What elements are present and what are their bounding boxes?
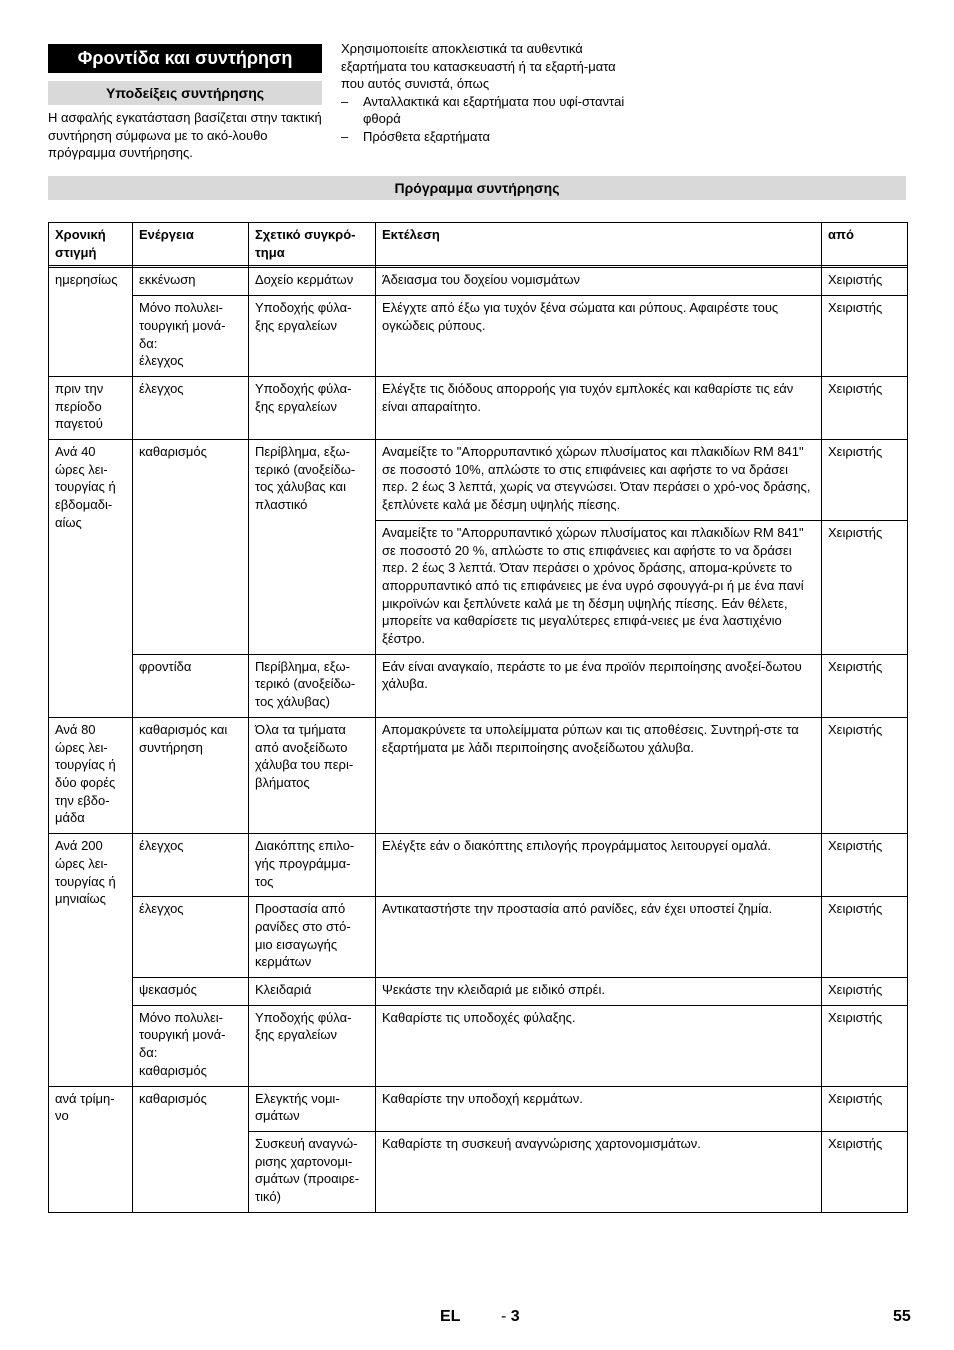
column-header-execution: Εκτέλεση bbox=[376, 223, 822, 266]
parts-note bbox=[341, 40, 631, 146]
cell-component: Υποδοχής φύλα- ξης εργαλείων bbox=[249, 376, 376, 439]
cell-execution: Ελέγξτε τις διόδους απορροής για τυχόν εμπλοκές και καθαρίστε τις εάν είναι απαραίτητο. bbox=[376, 376, 822, 439]
cell-by: Χειριστής bbox=[822, 978, 908, 1006]
cell-component: Δοχείο κερμάτων bbox=[249, 268, 376, 296]
list-dash: – bbox=[341, 128, 349, 144]
cell-execution: Αναμείξτε το "Απορρυπαντικό χώρων πλυσίματος και πλακιδίων RM 841" σε ποσοστό 10%, απλώστε το στις επιφάνειες και αφήστε το να δράσει περ. 2 έως 3 λεπτά, χωρίς να στεγνώσει. Όταν περάσει ο χρό-νος δράσης, ξεπλύνετε καλά με δέσμη υψηλής πίεσης. bbox=[376, 440, 822, 521]
cell-action: φροντίδα bbox=[133, 654, 249, 717]
footer-language: EL bbox=[440, 1308, 461, 1325]
cell-by: Χειριστής bbox=[822, 717, 908, 833]
page-number: 55 bbox=[893, 1308, 911, 1325]
list-item bbox=[341, 93, 631, 128]
cell-execution: Απομακρύνετε τα υπολείμματα ρύπων και τις αποθέσεις. Συντηρή-στε τα εξαρτήματα με λάδι περιποίησης ανοξείδωτου χάλυβα. bbox=[376, 717, 822, 833]
parts-note-text: Χρησιμοποιείτε αποκλειστικά τα αυθεντικά εξαρτήματα του κατασκευαστή ή τα εξαρτή-ματα που αυτός συνιστά, όπως bbox=[341, 41, 616, 92]
footer-section-number bbox=[501, 1308, 520, 1326]
table-row bbox=[49, 440, 908, 521]
footer-section-prefix: - bbox=[501, 1308, 511, 1325]
cell-execution: Ψεκάστε την κλειδαριά με ειδικό σπρέι. bbox=[376, 978, 822, 1006]
cell-by: Χειριστής bbox=[822, 654, 908, 717]
table-row bbox=[49, 717, 908, 833]
cell-component: Περίβλημα, εξω- τερικό (ανοξείδω- τος χάλυβας και πλαστικό bbox=[249, 440, 376, 655]
cell-by: Χειριστής bbox=[822, 1005, 908, 1086]
page-title: Φροντίδα και συντήρηση bbox=[48, 44, 322, 73]
column-header-component: Σχετικό συγκρό- τημα bbox=[249, 223, 376, 266]
cell-component: Διακόπτης επιλο- γής προγράμμα- τος bbox=[249, 834, 376, 897]
cell-execution: Ελέγξτε εάν ο διακόπτης επιλογής προγράμματος λειτουργεί ομαλά. bbox=[376, 834, 822, 897]
cell-time: Ανά 80 ώρες λει- τουργίας ή δύο φορές την εβδο- μάδα bbox=[49, 717, 133, 833]
cell-time: ημερησίως bbox=[49, 268, 133, 377]
cell-by: Χειριστής bbox=[822, 520, 908, 654]
cell-action: Μόνο πολυλει- τουργική μονά- δα: έλεγχος bbox=[133, 296, 249, 377]
cell-execution: Εάν είναι αναγκαίο, περάστε το με ένα προϊόν περιποίησης ανοξεί-δωτου χάλυβα. bbox=[376, 654, 822, 717]
cell-component: Υποδοχής φύλα- ξης εργαλείων bbox=[249, 1005, 376, 1086]
cell-action: έλεγχος bbox=[133, 376, 249, 439]
cell-execution: Ελέγχτε από έξω για τυχόν ξένα σώματα και ρύπους. Αφαιρέστε τους ογκώδεις ρύπους. bbox=[376, 296, 822, 377]
cell-action: εκκένωση bbox=[133, 268, 249, 296]
cell-execution: Αναμείξτε το "Απορρυπαντικό χώρων πλυσίματος και πλακιδίων RM 841" σε ποσοστό 20 %, απλώστε το στις επιφάνειες και αφήστε το να δράσει περ. 2 έως 3 λεπτά. Όταν περάσει ο χρόνος δράσης, απομα-κρύνετε το απορρυπαντικό από τις επιφάνειες με ένα υγρό σφουγγά-ρι ή με ένα πανί μικροϊνών και ξεπλύνετε καλά με τη δέσμη υψηλής πίεσης. Εάν θέλετε, μπορείτε να καθαρίσετε τις μεγαλύτερες επιφά-νειες με ένα λαστιχένιο ξέστρο. bbox=[376, 520, 822, 654]
intro-paragraph: Η ασφαλής εγκατάσταση βασίζεται στην τακτική συντήρηση σύμφωνα με το ακό-λουθο πρόγραμμα συντήρησης. bbox=[48, 110, 322, 161]
table-row bbox=[49, 268, 908, 296]
cell-execution: Αντικαταστήστε την προστασία από ρανίδες, εάν έχει υποστεί ζημία. bbox=[376, 897, 822, 978]
list-item-text: Ανταλλακτικά και εξαρτήματα που υφί-σταντai φθορά bbox=[363, 93, 625, 127]
footer-section-value: 3 bbox=[510, 1308, 520, 1325]
cell-by: Χειριστής bbox=[822, 897, 908, 978]
cell-time: Ανά 200 ώρες λει- τουργίας ή μηνιαίως bbox=[49, 834, 133, 1086]
table-row bbox=[49, 296, 908, 377]
cell-action: καθαρισμός και συντήρηση bbox=[133, 717, 249, 833]
cell-action: έλεγχος bbox=[133, 834, 249, 897]
column-header-action: Ενέργεια bbox=[133, 223, 249, 266]
table-row bbox=[49, 1005, 908, 1086]
section-title: Πρόγραμμα συντήρησης bbox=[48, 176, 906, 200]
table-row bbox=[49, 834, 908, 897]
cell-action: έλεγχος bbox=[133, 897, 249, 978]
cell-time: Ανά 40 ώρες λει- τουργίας ή εβδομαδι- αίως bbox=[49, 440, 133, 718]
cell-by: Χειριστής bbox=[822, 1086, 908, 1131]
cell-by: Χειριστής bbox=[822, 376, 908, 439]
column-header-time: Χρονική στιγμή bbox=[49, 223, 133, 266]
cell-component: Περίβλημα, εξω- τερικό (ανοξείδω- τος χάλυβας) bbox=[249, 654, 376, 717]
table-header-row bbox=[49, 223, 908, 266]
list-dash: – bbox=[341, 93, 349, 109]
cell-component: Υποδοχής φύλα- ξης εργαλείων bbox=[249, 296, 376, 377]
maintenance-table bbox=[48, 222, 908, 1213]
list-item bbox=[341, 128, 631, 146]
cell-by: Χειριστής bbox=[822, 268, 908, 296]
column-header-by: από bbox=[822, 223, 908, 266]
cell-component: Όλα τα τμήματα από ανοξείδωτο χάλυβα του περι- βλήματος bbox=[249, 717, 376, 833]
table-row bbox=[49, 978, 908, 1006]
table-row bbox=[49, 897, 908, 978]
cell-by: Χειριστής bbox=[822, 834, 908, 897]
cell-time: ανά τρίμη- νο bbox=[49, 1086, 133, 1212]
subsection-title: Υποδείξεις συντήρησης bbox=[48, 81, 322, 105]
cell-by: Χειριστής bbox=[822, 1131, 908, 1212]
cell-component: Συσκευή αναγνώ- ρισης χαρτονομι- σμάτων (προαιρε- τικό) bbox=[249, 1131, 376, 1212]
cell-component: Κλειδαριά bbox=[249, 978, 376, 1006]
cell-action: καθαρισμός bbox=[133, 440, 249, 655]
cell-by: Χειριστής bbox=[822, 440, 908, 521]
table-row bbox=[49, 1086, 908, 1131]
table-row bbox=[49, 376, 908, 439]
list-item-text: Πρόσθετα εξαρτήματα bbox=[363, 128, 490, 144]
cell-action: ψεκασμός bbox=[133, 978, 249, 1006]
cell-execution: Άδειασμα του δοχείου νομισμάτων bbox=[376, 268, 822, 296]
cell-execution: Καθαρίστε τις υποδοχές φύλαξης. bbox=[376, 1005, 822, 1086]
cell-component: Προστασία από ρανίδες στο στό- μιο εισαγωγής κερμάτων bbox=[249, 897, 376, 978]
cell-execution: Καθαρίστε την υποδοχή κερμάτων. bbox=[376, 1086, 822, 1131]
cell-execution: Καθαρίστε τη συσκευή αναγνώρισης χαρτονομισμάτων. bbox=[376, 1131, 822, 1212]
cell-action: καθαρισμός bbox=[133, 1086, 249, 1212]
cell-time: πριν την περίοδο παγετού bbox=[49, 376, 133, 439]
cell-by: Χειριστής bbox=[822, 296, 908, 377]
cell-action: Μόνο πολυλει- τουργική μονά- δα: καθαρισμός bbox=[133, 1005, 249, 1086]
table-row bbox=[49, 654, 908, 717]
cell-component: Ελεγκτής νομι- σμάτων bbox=[249, 1086, 376, 1131]
